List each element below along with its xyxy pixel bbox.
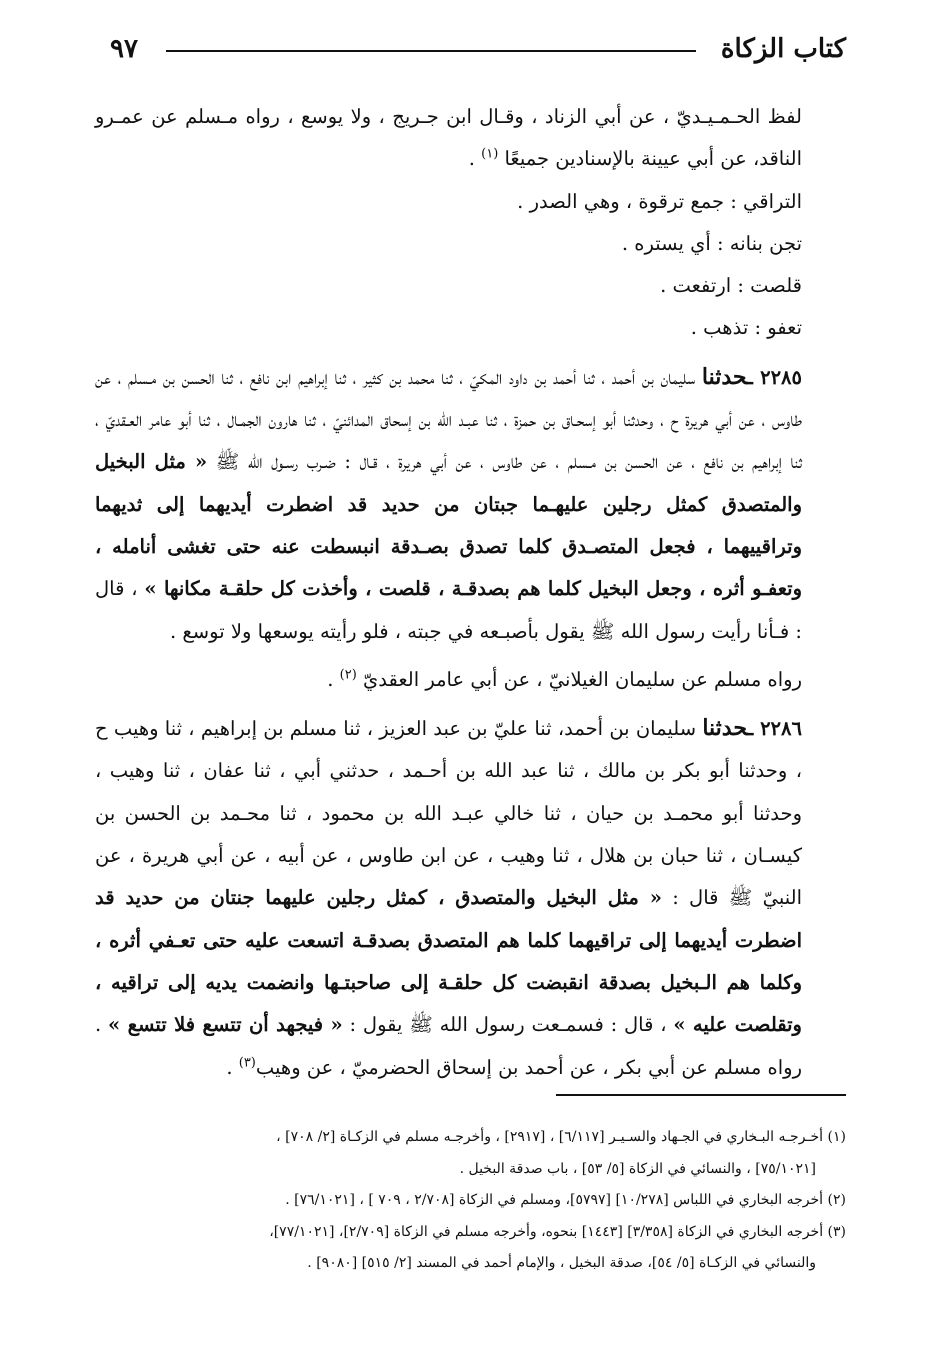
hadith-number: ٢٢٨٦ ـ: [747, 717, 802, 741]
footnote-3-continued: والنسائي في الزكـاة [٥/ ٥٤]، صدقة البخيل ، والإمام أحمد في المسند [٢/ ٥١٥] [٩٠٨٠] .: [307, 1255, 816, 1271]
footnotes: [95, 1122, 846, 1280]
page-number: ٩٧: [110, 34, 138, 64]
header-rule: [166, 50, 696, 52]
hadith-keyword: حدثنا: [701, 363, 748, 390]
hadith-tail: . رواه مسلم عن أبي بكر ، عن أحمد بن إسحاق الحضرميّ ، عن وهيب: [95, 1013, 802, 1079]
hadith-matn-2: « فيجهد أن تتسع فلا تتسع »: [108, 1013, 343, 1037]
hadith-keyword: حدثنا: [702, 715, 748, 742]
footnote-1: (١) أخـرجـه البـخاري في الجـهاد والسـيـر [٦/١١٧] ، [٢٩١٧] ، وأخرجـه مسلم في الزكـاة [٢/ ٧٠٨] ،: [276, 1129, 846, 1145]
hadith-2285: [95, 356, 846, 653]
running-title: كتاب الزكاة: [720, 34, 846, 64]
hadith-mid: ، قال : فسمـعت رسول الله ﷺ يقول :: [342, 1013, 674, 1037]
gloss-line: قلصت : ارتفعت .: [660, 274, 802, 298]
gloss-line: تجن بنانه : أي يستره .: [621, 231, 802, 255]
hadith-2286: ٢٢٨٦ ـحدثنا سليمان بن أحمد، ثنا عليّ بن عبد العزيز ، ثنا مسلم بن إبراهيم ، ثنا وهيب ح ، وحدثنا أبو بكر بن مالك ، ثنا عبد الله بن أحـمد ، حدثني أبي ، ثنا عفان ، ثنا وهيب ، وحدثنا أبو محمـد بن حيان ، ثنا خالي عبـد الله بن محمود ، ثنا محـمد بن الحسن بن كيسـان ، ثنا حبان بن هلال ، ثنا وهيب ، عن ابن طاوس ، عن أبيه ، عن أبي هريرة ، عن النبيّ ﷺ قال : « مثل البخيل والمتصدق ، كمثل رجلين عليهما جنتان من حديد قد اضطرت أيديهما إلى تراقيهما كلما هم المتصدق بصدقـة اتسعت عليه حتى تعـفي أثره ، وكلما هم الـبخيل بصدقة انقبضت كل حلقـة إلى صاحبتـها وانضمت يديه إلى تراقيه ، وتقلصت عليه » ، قال : فسمـعت رسول الله ﷺ يقول : « فيجهد أن تتسع فلا تتسع » . رواه مسلم عن أبي بكر ، عن أحمد بن إسحاق الحضرميّ ، عن وهيب$^{(٣)}$ .: [95, 715, 803, 1079]
footnote-separator: [556, 1094, 846, 1096]
main-text: [95, 96, 846, 1089]
hadith-tail: ، قال : فـأنا رأيت رسول الله ﷺ يقول بأصبـعه في جبته ، فلو رأيته يوسعها ولا توسع .: [95, 577, 802, 643]
hadith-number: ٢٢٨٥ ـ: [747, 365, 802, 389]
paragraph-continuation: لفظ الحـمـيـديّ ، عن أبي الزناد ، وقـال ابن جـريج ، ولا يوسع ، رواه مـسلم عن عمـرو الناقد، عن أبي عيينة بالإسنادين جميعًا $^{(١)}$ .: [95, 105, 802, 171]
hadith-matn: « مثل البخيل والمتصدق ، كمثل رجلين عليهما جنتان من حديد قد اضطرت أيديهما إلى تراقيهما كلما هم المتصدق بصدقـة اتسعت عليه حتى تعـفي أثره ، وكلما هم الـبخيل بصدقة انقبضت كل حلقـة إلى صاحبتـها وانضمت يديه إلى تراقيه ، وتقلصت عليه »: [95, 886, 802, 1037]
footnote-ref-3[interactable]: (٣): [238, 1055, 256, 1071]
footnote-1-continued: [٧٥/١٠٢١] ، والنسائي في الزكاة [٥/ ٥٣] ، باب صدقة البخيل .: [459, 1160, 816, 1177]
footnote-ref-2[interactable]: (٢): [339, 667, 357, 683]
page-header: [110, 30, 846, 74]
footnote-2: (٢) أخرجه البخاري في اللباس [١٠/٢٧٨] [٥٧٩٧]، ومسلم في الزكاة [٢/٧٠٨ ، ٧٠٩ ] ، [٧٦/١٠٢١] .: [285, 1192, 846, 1208]
riwaya-line: رواه مسلم عن سليمان الغيلانيّ ، عن أبي عامر العقديّ $^{(٢)}$ .: [327, 667, 802, 691]
hadith-matn: « مثل البخيل والمتصدق كمثل رجلين عليهـما جبتان من حديد قد اضطرت أيديهما إلى ثديهما وتراقييهما ، فجعل المتصـدق كلما تصدق بصـدقة انبسطت عنه حتى تغشى أنامله ، وتعفـو أثره ، وجعل البخيل كلما هم بصدقـة ، قلصت ، وأخذت كل حلقـة مكانها »: [95, 450, 803, 601]
hadith-isnad: سليمان بن أحمد ، ثنا أحمد بن داود المكيّ ، ثنا محمد بن كثير ، ثنا إبراهيم ابن نافع ، ثنا الحسن بن مـسلم ، عن طاوس ، عن أبي هريرة ح ، وحدثنا أبو إسحـاق بن حمزة ، ثنا عبـد الله بن إسحاق المدائنيّ ، ثنا هارون الجمـال ، ثنا أبو عامر العـقديّ ، ثنا إبراهيم بن نافع ، عن الحسن بن مـسلم ، عن طاوس ، عن أبي هريرة ، قـال : ضـرب رسـول الله ﷺ: [95, 365, 802, 474]
gloss-line: التراقي : جمع ترقوة ، وهي الصدر .: [517, 189, 802, 213]
hadith-isnad: سليمان بن أحمد، ثنا عليّ بن عبد العزيز ، ثنا مسلم بن إبراهيم ، ثنا وهيب ح ، وحدثنا أبو بكر بن مالك ، ثنا عبد الله بن أحـمد ، حدثني أبي ، ثنا عفان ، ثنا وهيب ، وحدثنا أبو محمـد بن حيان ، ثنا خالي عبـد الله بن محمود ، ثنا محـمد بن الحسن بن كيسـان ، ثنا حبان بن هلال ، ثنا وهيب ، عن ابن طاوس ، عن أبيه ، عن أبي هريرة ، عن النبيّ ﷺ قال :: [95, 717, 803, 910]
footnote-3: (٣) أخرجه البخاري في الزكاة [٣/٣٥٨] [١٤٤٣] بنحوه، وأخرجه مسلم في الزكاة [٢/٧٠٩]، [٧٧/١٠٢١]،: [269, 1223, 846, 1240]
gloss-line: تعفو : تذهب .: [690, 316, 802, 340]
footnote-ref-1[interactable]: (١): [481, 146, 499, 162]
